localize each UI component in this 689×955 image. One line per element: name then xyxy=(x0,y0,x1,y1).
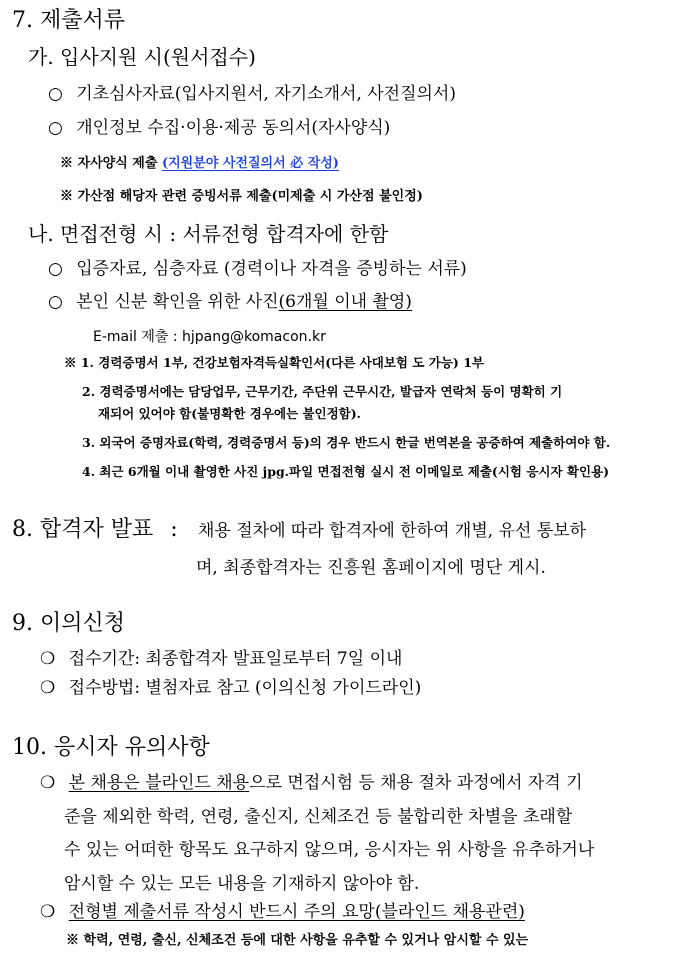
section-10-title: 10. 응시자 유의사항 xyxy=(12,735,210,760)
list-item xyxy=(40,904,525,921)
circle-bullet-icon: ○ xyxy=(48,118,63,138)
circle-bullet-icon: ❍ xyxy=(40,678,56,698)
list-item-continuation: 준을 제외한 학력, 연령, 출신지, 신체조건 등 불합리한 차별을 초래할 xyxy=(64,807,573,827)
section-9-title: 9. 이의신청 xyxy=(12,611,125,636)
note-line: 4. 최근 6개월 이내 촬영한 사진 jpg.파일 면접전형 실시 전 이메일로 제출(시험 응시자 확인용) xyxy=(82,464,610,479)
list-item-continuation: 수 있는 어떠한 항목도 요구하지 않으며, 응시자는 위 사항을 유추하거나 xyxy=(64,840,595,860)
note-text: ※ 자사양식 제출 xyxy=(60,156,162,171)
list-item xyxy=(40,651,402,668)
circle-bullet-icon: ○ xyxy=(48,259,63,279)
list-item-underline: 전형별 제출서류 작성시 반드시 주의 요망(블라인드 채용관련) xyxy=(68,902,525,922)
note-line: 2. 경력증명서에는 담당업무, 근무기간, 주단위 근무시간, 발급자 연락처 등이 명확히 기 xyxy=(82,384,563,399)
list-item xyxy=(48,261,467,278)
circle-bullet-icon: ❍ xyxy=(40,649,56,669)
circle-bullet-icon: ○ xyxy=(48,292,63,312)
list-item-continuation: 암시할 수 있는 모든 내용을 기재하지 않아야 함. xyxy=(64,874,420,894)
list-item-underline: (6개월 이내 촬영) xyxy=(278,292,412,312)
list-item-text: 입증자료, 심층자료 (경력이나 자격을 증빙하는 서류) xyxy=(76,259,467,279)
list-item-text: 기초심사자료(입사지원서, 자기소개서, 사전질의서) xyxy=(76,84,456,104)
email-line: E-mail 제출 : hjpang@komacon.kr xyxy=(93,329,326,345)
section-7-title: 7. 제출서류 xyxy=(12,8,125,33)
circle-bullet-icon: ❍ xyxy=(40,902,56,922)
circle-bullet-icon: ○ xyxy=(48,84,63,104)
section-7-ga-title: 가. 입사지원 시(원서접수) xyxy=(28,45,256,69)
list-item-text: 접수방법: 별첨자료 참고 (이의신청 가이드라인) xyxy=(68,678,422,698)
list-item xyxy=(40,680,421,697)
section-8-line: 채용 절차에 따라 합격자에 한하여 개별, 유선 통보하 xyxy=(198,521,587,541)
list-item-text: 개인정보 수집·이용·제공 동의서(자사양식) xyxy=(76,118,391,138)
circle-bullet-icon: ❍ xyxy=(40,773,56,793)
section-8-title-text: 8. 합격자 발표 xyxy=(12,517,154,542)
list-item xyxy=(48,294,412,311)
section-8-colon: : xyxy=(170,517,178,542)
note-line: ※ 가산점 해당자 관련 증빙서류 제출(미제출 시 가산점 불인정) xyxy=(60,189,423,204)
note-line: ※ 1. 경력증명서 1부, 건강보험자격득실확인서(다른 사대보험 도 가능) 1부 xyxy=(64,355,484,370)
list-item xyxy=(40,775,583,792)
note-line: 재되어 있어야 함(불명확한 경우에는 불인정함). xyxy=(98,406,362,421)
list-item xyxy=(48,120,390,137)
list-item xyxy=(48,86,456,103)
list-item-text: 으로 면접시험 등 채용 절차 과정에서 자격 기 xyxy=(249,773,583,793)
note-line: 3. 외국어 증명자료(학력, 경력증명서 등)의 경우 반드시 한글 번역본을 공증하여 제출하여야 함. xyxy=(82,435,611,450)
section-8-title xyxy=(12,519,178,541)
note-line xyxy=(60,157,339,170)
section-7-na-title: 나. 면접전형 시 : 서류전형 합격자에 한함 xyxy=(28,222,389,246)
note-line: ※ 학력, 연령, 출신, 신체조건 등에 대한 사항을 유추할 수 있거나 암시할 수 있는 xyxy=(66,933,529,948)
list-item-text: 접수기간: 최종합격자 발표일로부터 7일 이내 xyxy=(68,649,403,669)
list-item-text: 본인 신분 확인을 위한 사진 xyxy=(76,292,279,312)
note-highlight: (지원분야 사전질의서 必 작성) xyxy=(161,156,339,171)
list-item-underline: 본 채용은 블라인드 채용 xyxy=(68,773,250,793)
section-8-line: 며, 최종합격자는 진흥원 홈페이지에 명단 게시. xyxy=(196,558,546,578)
